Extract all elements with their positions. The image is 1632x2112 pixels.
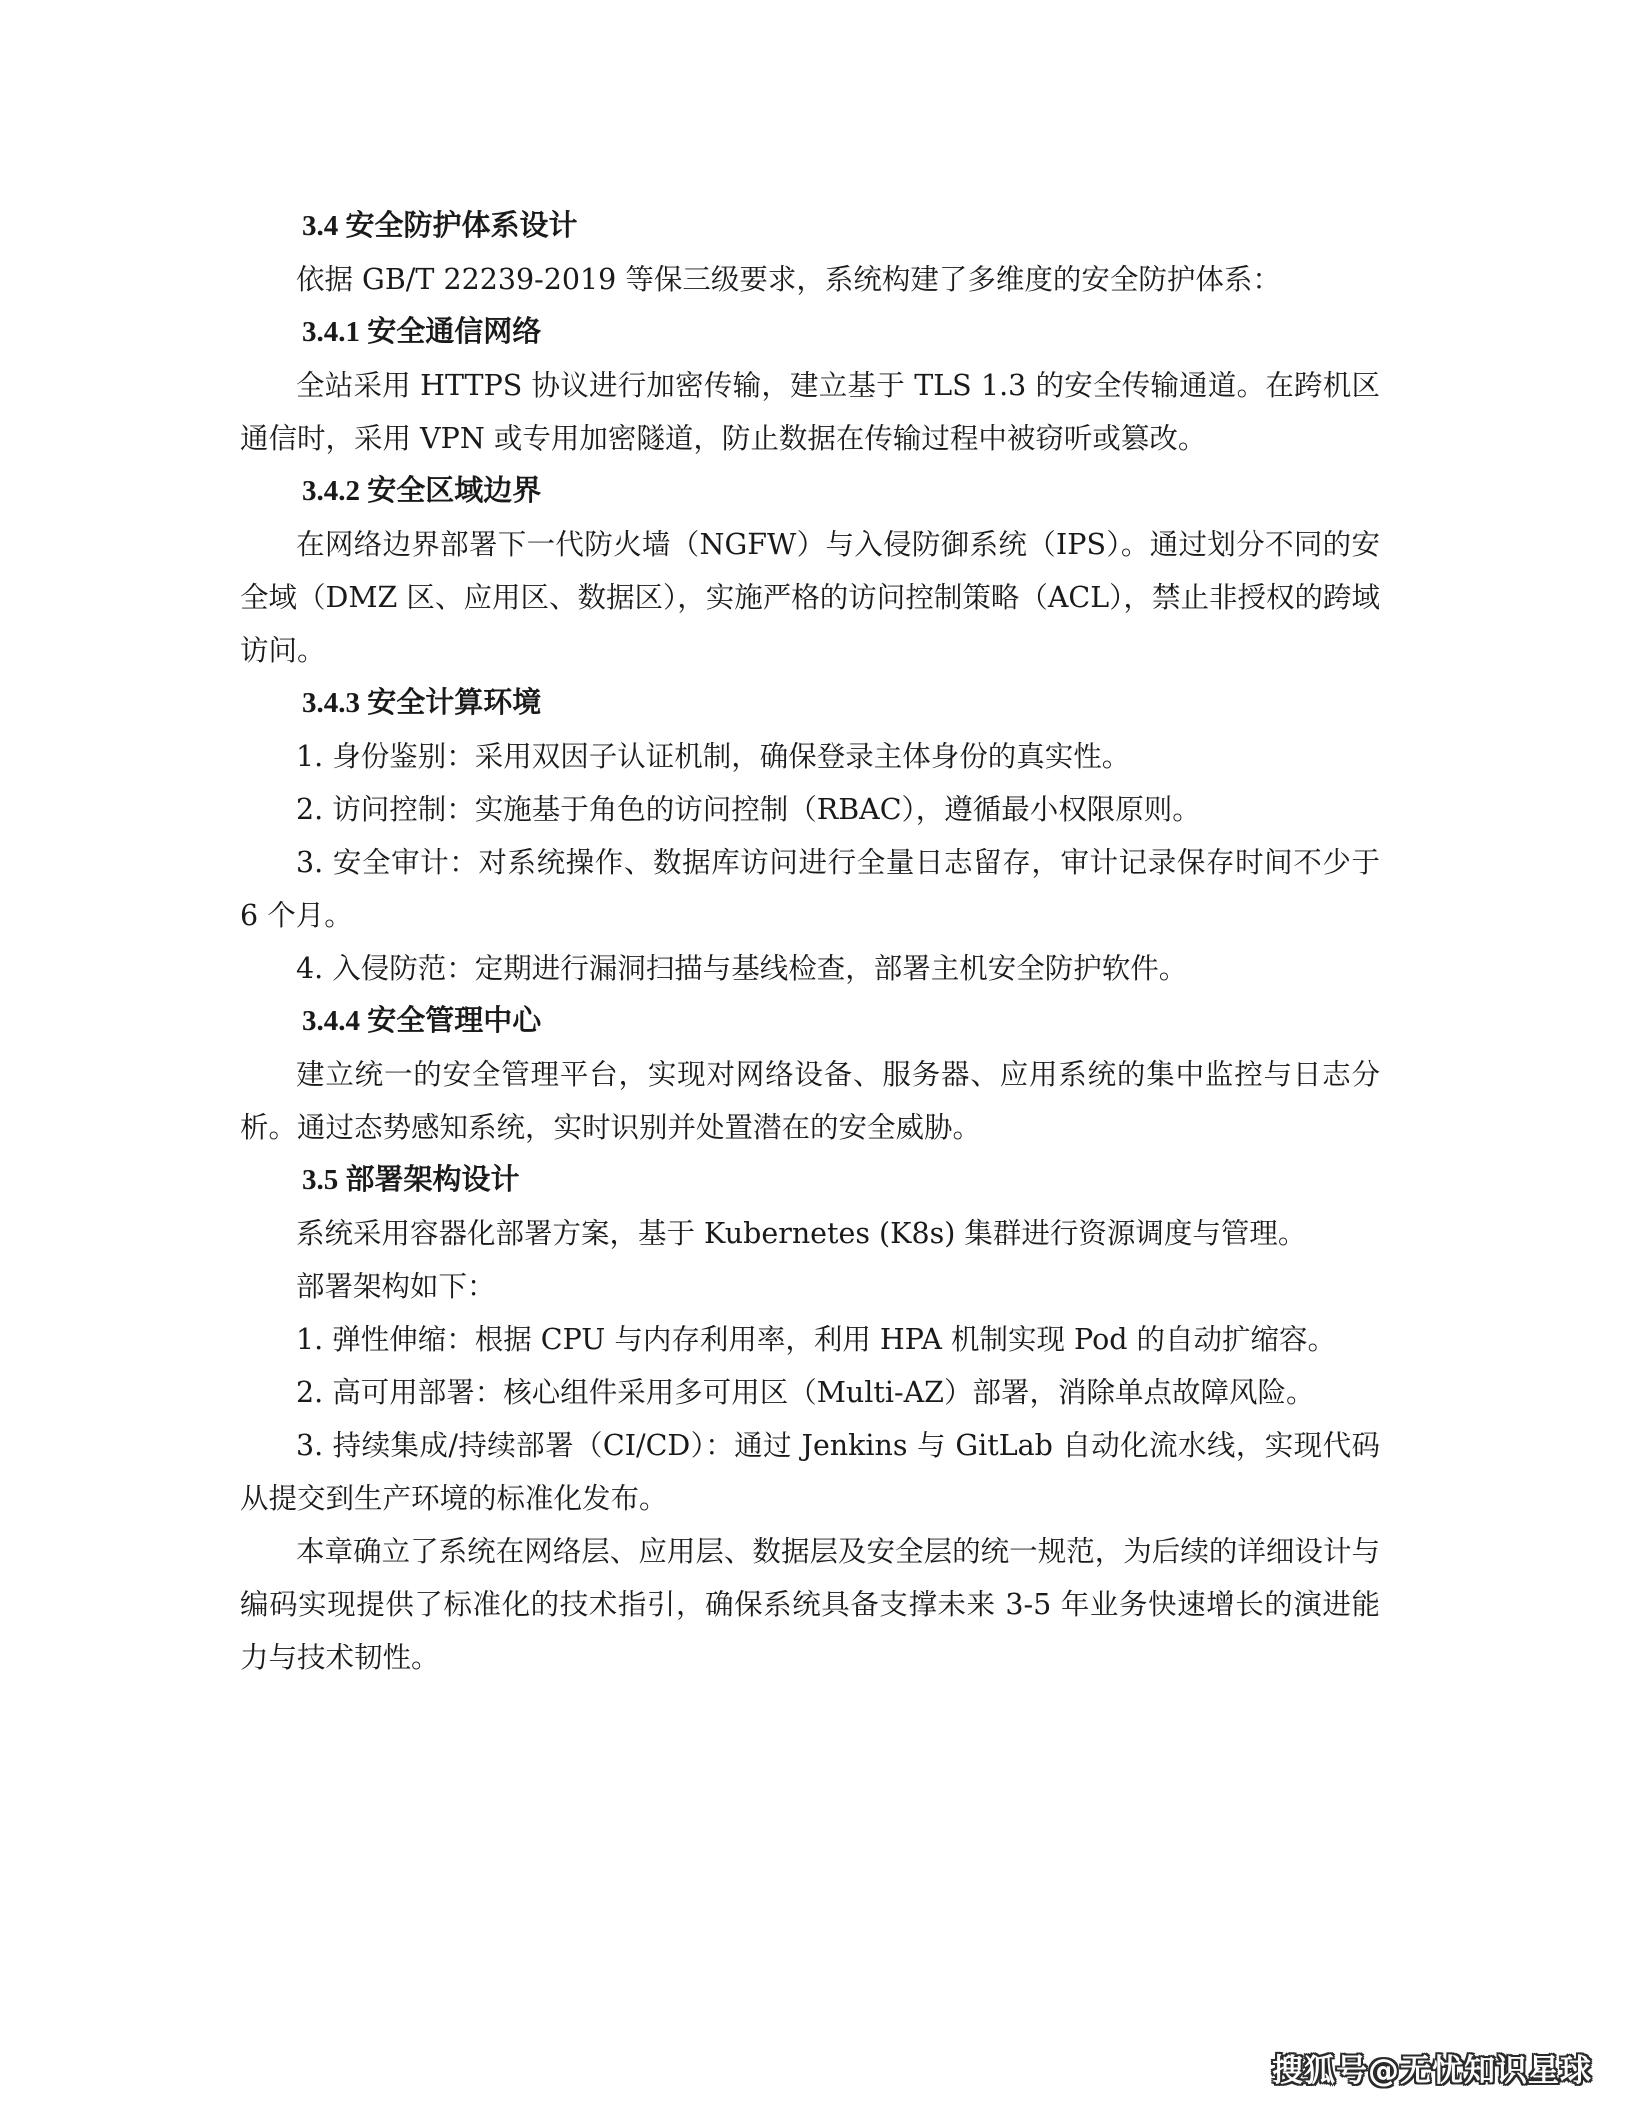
list-item: 3. 安全审计：对系统操作、数据库访问进行全量日志留存，审计记录保存时间不少于 6 个月。 [240,846,1380,932]
section-3-5-body: 系统采用容器化部署方案，基于 Kubernetes (K8s) 集群进行资源调度与管理。 [296,1217,1307,1250]
list-item: 2. 访问控制：实施基于角色的访问控制（RBAC），遵循最小权限原则。 [296,793,1201,826]
list-item: 1. 身份鉴别：采用双因子认证机制，确保登录主体身份的真实性。 [296,740,1131,773]
section-3-5-intro: 部署架构如下： [296,1270,496,1303]
section-heading-3-5: 3.5 部署架构设计 [302,1164,520,1196]
section-3-4-intro: 依据 GB/T 22239-2019 等保三级要求，系统构建了多维度的安全防护体系： [296,263,1281,296]
list-item: 3. 持续集成/持续部署（CI/CD）：通过 Jenkins 与 GitLab 自动化流水线，实现代码从提交到生产环境的标准化发布。 [240,1429,1380,1515]
watermark: 搜狐号@无忧知识星球 [1272,2053,1592,2089]
list-item: 1. 弹性伸缩：根据 CPU 与内存利用率，利用 HPA 机制实现 Pod 的自动扩缩容。 [296,1323,1337,1356]
list-item: 2. 高可用部署：核心组件采用多可用区（Multi-AZ）部署，消除单点故障风险。 [296,1376,1315,1409]
document-page [240,200,1380,1684]
section-3-4-4-body: 建立统一的安全管理平台，实现对网络设备、服务器、应用系统的集中监控与日志分析。通过态势感知系统，实时识别并处置潜在的安全威胁。 [240,1058,1380,1144]
section-3-4-2-body: 在网络边界部署下一代防火墙（NGFW）与入侵防御系统（IPS）。通过划分不同的安全域（DMZ 区、应用区、数据区），实施严格的访问控制策略（ACL），禁止非授权的跨域访问。 [240,528,1380,667]
section-heading-3-4: 3.4 安全防护体系设计 [302,210,578,242]
section-3-4-1-body: 全站采用 HTTPS 协议进行加密传输，建立基于 TLS 1.3 的安全传输通道。在跨机区通信时，采用 VPN 或专用加密隧道，防止数据在传输过程中被窃听或篡改。 [240,369,1380,455]
list-item: 4. 入侵防范：定期进行漏洞扫描与基线检查，部署主机安全防护软件。 [296,952,1188,985]
section-heading-3-4-1: 3.4.1 安全通信网络 [302,316,542,348]
section-heading-3-4-4: 3.4.4 安全管理中心 [302,1005,542,1037]
section-heading-3-4-2: 3.4.2 安全区域边界 [302,475,542,507]
chapter-conclusion: 本章确立了系统在网络层、应用层、数据层及安全层的统一规范，为后续的详细设计与编码实现提供了标准化的技术指引，确保系统具备支撑未来 3-5 年业务快速增长的演进能力与技术韧性。 [240,1535,1380,1674]
section-heading-3-4-3: 3.4.3 安全计算环境 [302,687,542,719]
